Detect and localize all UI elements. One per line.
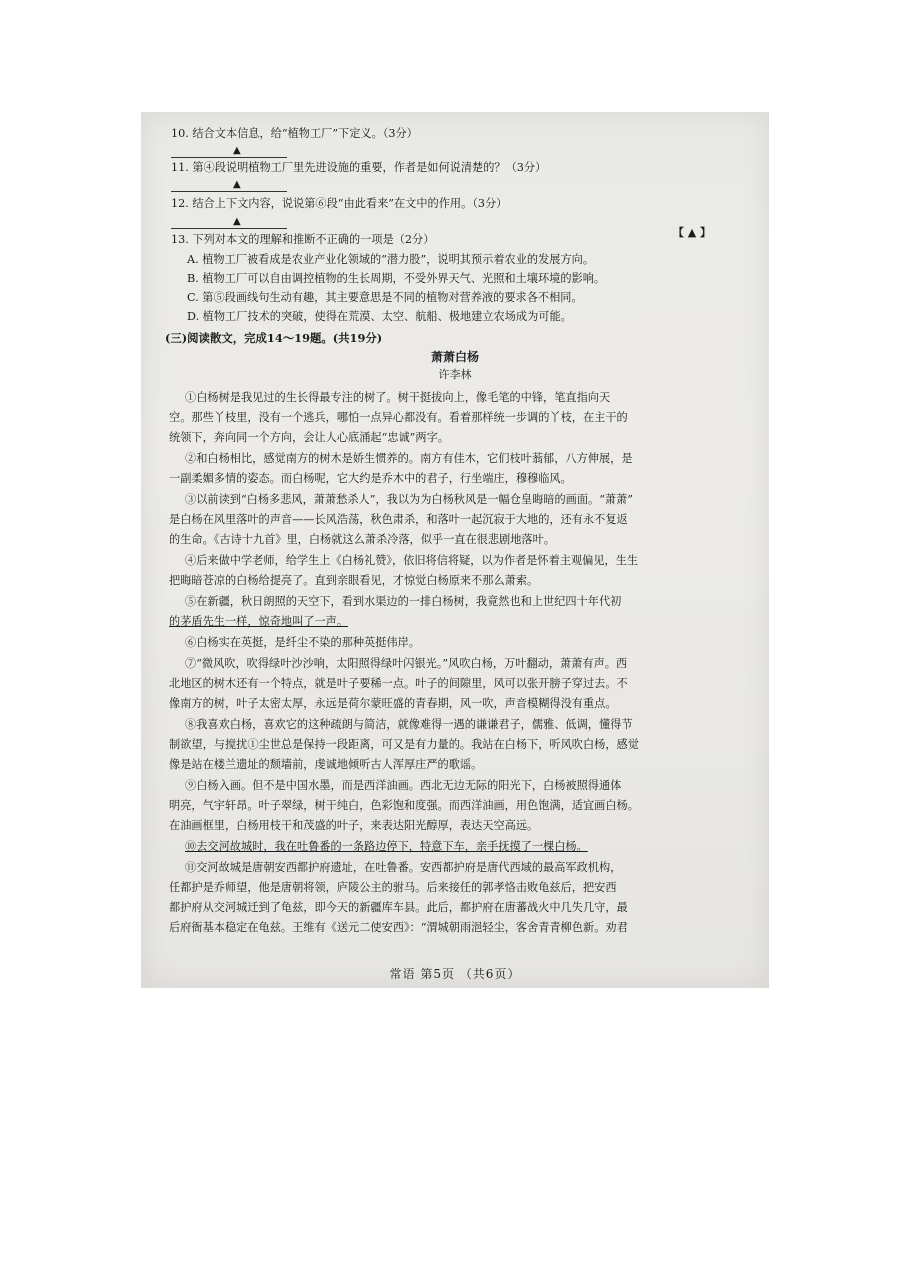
essay-line: 制欲望，与搅扰①尘世总是保持一段距离，可又是有力量的。我站在白杨下，听风吹白杨，感觉	[169, 738, 639, 751]
essay-title: 萧萧白杨	[430, 350, 479, 364]
question-10: 10. 结合文本信息，给“植物工厂”下定义。（3分）	[171, 127, 418, 140]
essay-line: ②和白杨相比，感觉南方的树木是娇生惯养的。南方有佳木，它们枝叶蓊郁，八方伸展，是	[185, 452, 633, 465]
answer-marker-12: ▲	[233, 216, 241, 227]
option-a: A. 植物工厂被看成是农业产业化领域的“潜力股”，说明其预示着农业的发展方向。	[187, 253, 595, 266]
essay-line-underlined: 的茅盾先生一样，惊奇地叫了一声。	[169, 615, 349, 628]
essay-line: 在油画框里，白杨用枝干和茂盛的叶子，来表达阳光醇厚，表达天空高远。	[169, 819, 539, 832]
answer-line-10	[171, 157, 287, 158]
answer-marker-10: ▲	[233, 145, 241, 156]
exam-page-photo	[141, 112, 769, 988]
essay-line: 空。那些丫枝里，没有一个逃兵，哪怕一点异心都没有。看着那样统一步调的丫枝，在主干的	[169, 411, 628, 424]
essay-line: ⑨白杨入画。但不是中国水墨，而是西洋油画。西北无边无际的阳光下，白杨被照得通体	[185, 779, 622, 792]
essay-line: ③以前读到“白杨多悲风，萧萧愁杀人”，我以为为白杨秋风是一幅仓皇晦暗的画面。“萧萧”	[185, 493, 634, 506]
essay-author: 许李林	[438, 368, 472, 381]
essay-line: ⑦“微风吹，吹得绿叶沙沙响，太阳照得绿叶闪银光。”风吹白杨，万叶翻动，萧萧有声。西	[185, 657, 628, 670]
essay-line: 像是站在楼兰遗址的颓墙前，虔诚地倾听古人浑厚庄严的歌谣。	[169, 758, 483, 771]
answer-line-12	[171, 228, 287, 229]
essay-line: ④后来做中学老师，给学生上《白杨礼赞》，依旧将信将疑，以为作者是怀着主观偏见，生生	[185, 554, 639, 567]
essay-line: ⑪交河故城是唐朝安西都护府遗址，在吐鲁番。安西都护府是唐代西域的最高军政机构，	[185, 861, 622, 874]
essay-line: 的生命。《古诗十九首》里，白杨就这么萧杀冷落，似乎一直在很悲剧地落叶。	[169, 533, 555, 546]
essay-line: 都护府从交河城迁到了龟兹，即今天的新疆库车县。此后，都护府在唐蕃战火中几失几守，最	[169, 901, 628, 914]
answer-line-11	[171, 191, 287, 192]
question-12: 12. 结合上下文内容，说说第⑥段“由此看来”在文中的作用。（3分）	[171, 197, 508, 210]
essay-line: ⑤在新疆，秋日朗照的天空下，看到水渠边的一排白杨树，我竟然也和上世纪四十年代初	[185, 595, 622, 608]
option-c: C. 第⑤段画线句生动有趣，其主要意思是不同的植物对营养液的要求各不相同。	[187, 291, 583, 304]
essay-line: 统领下，奔向同一个方向，会让人心底涌起“忠诚”两字。	[169, 431, 449, 444]
essay-line: 后府衙基本稳定在龟兹。王维有《送元二使安西》：“渭城朝雨浥轻尘，客舍青青柳色新。劝君	[169, 921, 628, 934]
page-footer: 常语 第5页 （共6页）	[389, 967, 521, 981]
essay-line: 像南方的树，叶子太密太厚，永远是荷尔蒙旺盛的青春期，风一吹，声音模糊得没有重点。	[169, 697, 617, 710]
section-heading: (三)阅读散文，完成14～19题。(共19分)	[165, 331, 383, 345]
question-11: 11. 第④段说明植物工厂里先进设施的重要，作者是如何说清楚的？（3分）	[171, 161, 547, 174]
option-b: B. 植物工厂可以自由调控植物的生长周期，不受外界天气、光照和土壤环境的影响。	[187, 272, 606, 285]
essay-line-underlined: ⑩去交河故城时，我在吐鲁番的一条路边停下，特意下车，亲手抚摸了一棵白杨。	[185, 840, 588, 853]
option-d: D. 植物工厂技术的突破，使得在荒漠、太空、航船、极地建立农场成为可能。	[187, 310, 572, 323]
answer-bracket-13: 【 ▲ 】	[672, 226, 711, 239]
question-13: 13. 下列对本文的理解和推断不正确的一项是（2分）	[171, 233, 435, 246]
answer-marker-11: ▲	[233, 179, 241, 190]
essay-line: ①白杨树是我见过的生长得最专注的树了。树干挺拔向上，像毛笔的中锋，笔直指向天	[185, 391, 611, 404]
essay-line: 明亮，气宇轩昂。叶子翠绿，树干纯白，色彩饱和度强。而西洋油画，用色饱满，适宜画白杨。	[169, 799, 639, 812]
essay-line: ⑧我喜欢白杨，喜欢它的这种疏朗与简洁，就像难得一遇的谦谦君子，儒雅、低调，懂得节	[185, 718, 633, 731]
essay-line: 任都护是乔师望，他是唐朝将领，庐陵公主的驸马。后来接任的郭孝恪击败龟兹后，把安西	[169, 881, 617, 894]
essay-line: 是白杨在风里落叶的声音——长风浩荡，秋色肃杀，和落叶一起沉寂于大地的，还有永不复返	[169, 513, 628, 526]
essay-line: ⑥白杨实在英挺，是纤尘不染的那种英挺伟岸。	[185, 636, 420, 649]
essay-line: 把晦暗苍凉的白杨给提亮了。直到亲眼看见，才惊觉白杨原来不那么萧索。	[169, 574, 539, 587]
essay-line: 北地区的树木还有一个特点，就是叶子要稀一点。叶子的间隙里，风可以张开膀子穿过去。不	[169, 677, 628, 690]
essay-line: 一副柔媚多情的姿态。而白杨呢，它大约是乔木中的君子，行坐端庄，穆穆临风。	[169, 472, 572, 485]
